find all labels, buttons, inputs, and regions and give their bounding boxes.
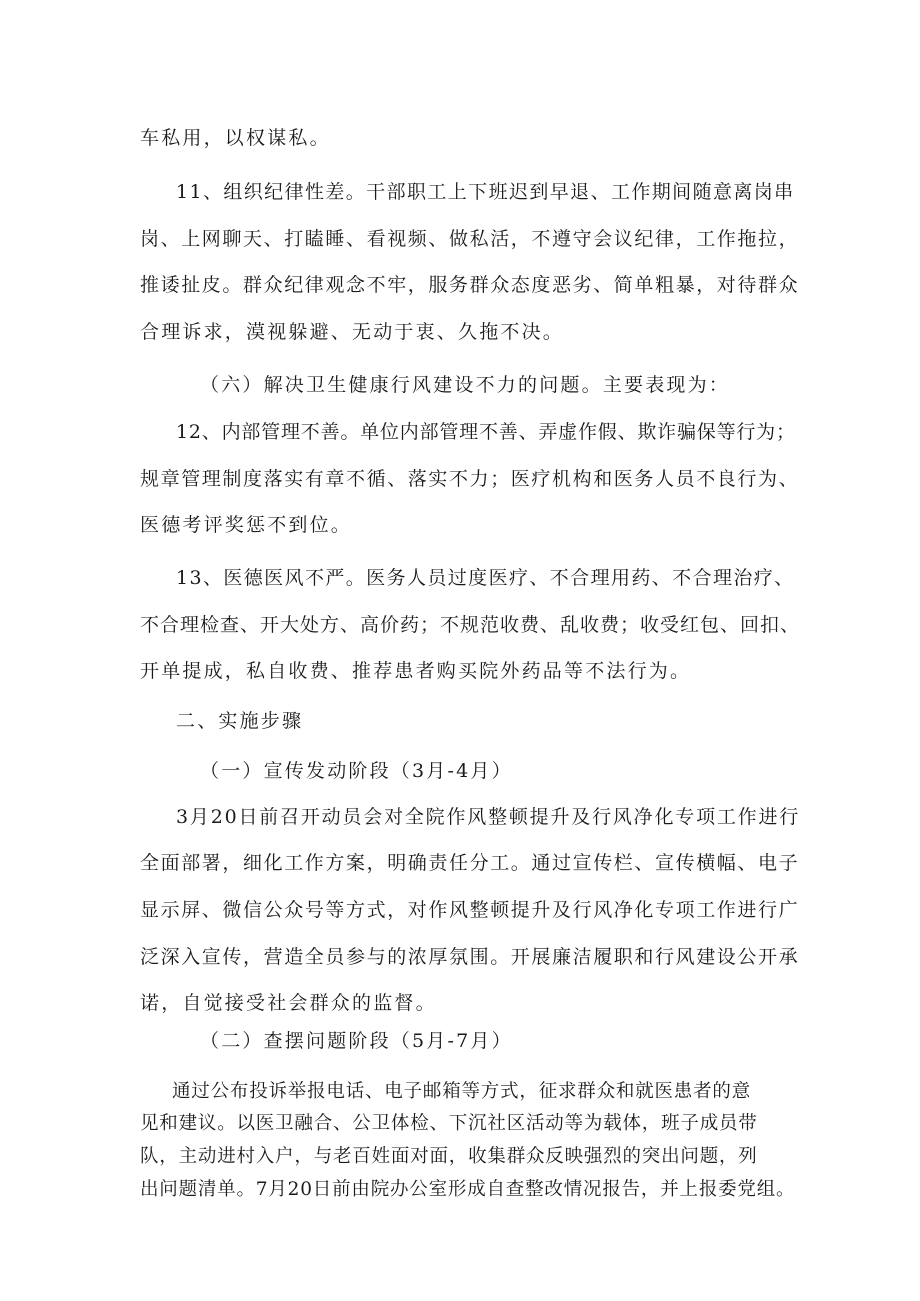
text-line: 规章管理制度落实有章不循、落实不力；医疗机构和医务人员不良行为、 bbox=[140, 468, 800, 490]
text-line: 13、医德医风不严。医务人员过度医疗、不合理用药、不合理治疗、 bbox=[176, 567, 795, 589]
subsection-heading: （二）查摆问题阶段（5月-7月） bbox=[200, 1030, 513, 1052]
text-line: 显示屏、微信公众号等方式，对作风整顿提升及行风净化专项工作进行广 bbox=[140, 899, 800, 921]
text-line: 诺，自觉接受社会群众的监督。 bbox=[140, 992, 437, 1014]
section-heading: （六）解决卫生健康行风建设不力的问题。主要表现为： bbox=[200, 374, 731, 396]
text-line: 出问题清单。7月20日前由院办公室形成自查整改情况报告，并上报委党组。 bbox=[140, 1179, 796, 1200]
section-heading: 二、实施步骤 bbox=[176, 710, 304, 732]
text-line: 通过公布投诉举报电话、电子邮箱等方式，征求群众和就医患者的意 bbox=[172, 1081, 752, 1102]
text-line: 泛深入宣传，营造全员参与的浓厚氛围。开展廉洁履职和行风建设公开承 bbox=[140, 946, 800, 968]
text-line: 全面部署，细化工作方案，明确责任分工。通过宣传栏、宣传横幅、电子 bbox=[140, 852, 800, 874]
text-line: 医德考评奖惩不到位。 bbox=[140, 514, 353, 536]
text-line: 车私用，以权谋私。 bbox=[140, 127, 331, 149]
text-line: 11、组织纪律性差。干部职工上下班迟到早退、工作期间随意离岗串 bbox=[176, 181, 795, 203]
subsection-heading: （一）宣传发动阶段（3月-4月） bbox=[200, 760, 513, 782]
text-line: 不合理检查、开大处方、高价药；不规范收费、乱收费；收受红包、回扣、 bbox=[140, 614, 801, 636]
text-line: 推诿扯皮。群众纪律观念不牢，服务群众态度恶劣、简单粗暴，对待群众 bbox=[140, 274, 800, 296]
text-line: 队，主动进村入户，与老百姓面对面，收集群众反映强烈的突出问题，列 bbox=[140, 1146, 758, 1167]
text-line: 见和建议。以医卫融合、公卫体检、下沉社区活动等为载体，班子成员带 bbox=[140, 1113, 758, 1134]
text-line: 12、内部管理不善。单位内部管理不善、弄虚作假、欺诈骗保等行为； bbox=[176, 421, 796, 443]
text-line: 岗、上网聊天、打瞌睡、看视频、做私活，不遵守会议纪律，工作拖拉， bbox=[140, 228, 800, 250]
text-line: 3月20日前召开动员会对全院作风整顿提升及行风净化专项工作进行 bbox=[176, 806, 801, 828]
text-line: 开单提成，私自收费、推荐患者购买院外药品等不法行为。 bbox=[140, 660, 692, 682]
text-line: 合理诉求，漠视躲避、无动于衷、久拖不决。 bbox=[140, 321, 565, 343]
